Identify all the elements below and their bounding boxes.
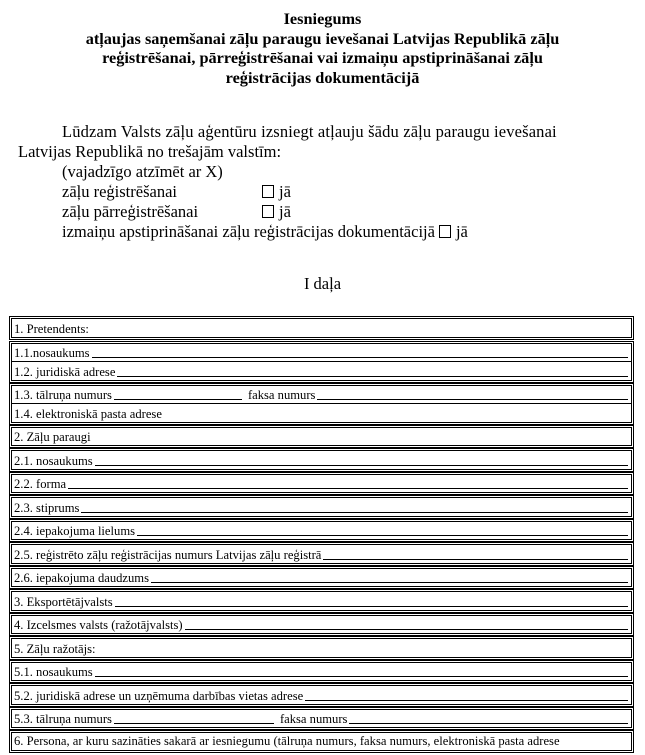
form-row — [12, 616, 631, 634]
section-manufacturer-contacts — [11, 709, 632, 729]
section-manufacturer-name — [11, 662, 632, 682]
manufacturer-name-field[interactable] — [95, 676, 628, 677]
field-label: 3. Eksportētājvalsts — [14, 594, 113, 609]
field-label: 5.3. tālruņa numurs — [14, 712, 112, 726]
form-row — [12, 451, 631, 469]
field-label: faksa numurs — [247, 388, 316, 402]
field-label: 5.1. nosaukums — [14, 665, 93, 679]
form-row — [12, 710, 631, 728]
section-exporting-country — [11, 591, 632, 611]
section-applicant-name-address — [11, 343, 632, 381]
field-label: 1.4. elektroniskā pasta adrese — [14, 406, 162, 421]
document-title: Iesniegums — [283, 9, 362, 28]
header-subtitle-line-1: atļaujas saņemšanai zāļu paraugu ievešanai Latvijas Republikā zāļu — [85, 28, 560, 48]
registration-number-field[interactable] — [323, 559, 628, 560]
field-label: 1.3. tālruņa numurs — [14, 388, 112, 402]
field-label: 1.1.nosaukums — [14, 346, 90, 360]
manufacturer-address-field[interactable] — [305, 700, 628, 701]
section-registration-number — [11, 544, 632, 564]
application-form — [11, 318, 632, 755]
form-row — [12, 498, 631, 516]
section-origin-country — [11, 615, 632, 635]
applicant-address-field[interactable] — [117, 376, 628, 377]
applicant-phone-field[interactable] — [114, 399, 242, 400]
document-header — [0, 9, 645, 87]
sample-strength-field[interactable] — [81, 512, 628, 513]
field-label: 1.2. juridiskā adrese — [14, 364, 116, 379]
manufacturer-fax-field[interactable] — [349, 723, 628, 724]
form-row — [12, 569, 631, 587]
form-row — [12, 663, 631, 681]
option-registration-label: zāļu reģistrēšanai — [62, 182, 177, 201]
section-1-title: 1. Pretendents: — [14, 321, 89, 336]
part-title: I daļa — [303, 274, 342, 293]
form-row — [12, 319, 631, 337]
section-manufacturer-address — [11, 685, 632, 705]
field-label: 2.6. iepakojuma daudzums — [14, 571, 150, 585]
origin-country-field[interactable] — [185, 629, 628, 630]
form-row — [12, 545, 631, 563]
section-samples — [11, 427, 632, 447]
form-row — [12, 386, 631, 404]
form-row — [12, 361, 631, 380]
header-subtitle-line-2: reģistrēšanai, pārreģistrēšanai vai izmaiņu apstiprināšanai zāļu — [102, 48, 543, 67]
form-row — [12, 592, 631, 610]
field-label: 2.5. reģistrēto zāļu reģistrācijas numurs Latvijas zāļu reģistrā — [14, 547, 322, 562]
applicant-name-field[interactable] — [92, 357, 628, 358]
form-row — [12, 403, 631, 422]
option-reregistration — [18, 202, 638, 222]
option-changes — [18, 222, 638, 242]
option-changes-checkbox[interactable] — [439, 225, 451, 238]
field-label: 2.1. nosaukums — [14, 453, 93, 468]
manufacturer-phone-field[interactable] — [114, 723, 274, 724]
sample-name-field[interactable] — [95, 465, 628, 466]
form-row — [12, 522, 631, 540]
field-label: faksa numurs — [279, 712, 348, 726]
option-reregistration-checkbox[interactable] — [262, 205, 274, 218]
field-label: 5.2. juridiskā adrese un uzņēmuma darbības vietas adrese — [14, 688, 304, 703]
pack-size-field[interactable] — [137, 535, 628, 536]
section-applicant-contacts — [11, 385, 632, 423]
intro-text-line-2: Latvijas Republikā no trešajām valstīm: — [18, 142, 282, 161]
form-row — [12, 733, 631, 750]
field-label: 2.2. forma — [14, 477, 67, 491]
field-label: 2.3. stiprums — [14, 500, 80, 515]
section-contact-person — [11, 732, 632, 751]
form-row — [12, 428, 631, 446]
option-reregistration-label: zāļu pārreģistrēšanai — [62, 202, 199, 221]
field-label: 6. Persona, ar kuru sazināties sakarā ar iesniegumu (tālruņa numurs, faksa numurs, elektroniskā pasta adrese — [14, 734, 560, 748]
intro-instruction: (vajadzīgo atzīmēt ar X) — [62, 162, 223, 181]
option-reregistration-answer: jā — [279, 202, 291, 221]
option-changes-answer: jā — [455, 222, 468, 241]
applicant-fax-field[interactable] — [317, 399, 628, 400]
form-row — [12, 686, 631, 704]
section-pack-size — [11, 521, 632, 541]
form-row — [12, 475, 631, 493]
sample-form-field[interactable] — [68, 488, 628, 489]
request-intro — [18, 122, 638, 242]
section-2-title: 2. Zāļu paraugi — [14, 430, 91, 444]
form-row — [12, 344, 631, 362]
option-registration-checkbox[interactable] — [262, 185, 274, 198]
form-row — [12, 639, 631, 657]
option-registration — [18, 182, 638, 202]
option-registration-answer: jā — [279, 182, 291, 201]
section-manufacturer — [11, 638, 632, 658]
exporting-country-field[interactable] — [115, 606, 628, 607]
section-applicant-header — [11, 318, 632, 338]
section-sample-form — [11, 474, 632, 494]
section-sample-name — [11, 450, 632, 470]
section-sample-strength — [11, 497, 632, 517]
field-label: 2.4. iepakojuma lielums — [14, 524, 136, 538]
intro-text-line-1: Lūdzam Valsts zāļu aģentūru izsniegt atļauju šādu zāļu paraugu ievešanai — [62, 122, 557, 141]
header-subtitle-line-3: reģistrācijas dokumentācijā — [225, 67, 420, 87]
section-pack-quantity — [11, 568, 632, 588]
pack-quantity-field[interactable] — [151, 582, 628, 583]
option-changes-label: izmaiņu apstiprināšanai zāļu reģistrācijas dokumentācijā — [62, 222, 435, 241]
section-5-title: 5. Zāļu ražotājs: — [14, 641, 96, 656]
field-label: 4. Izcelsmes valsts (ražotājvalsts) — [14, 618, 183, 632]
